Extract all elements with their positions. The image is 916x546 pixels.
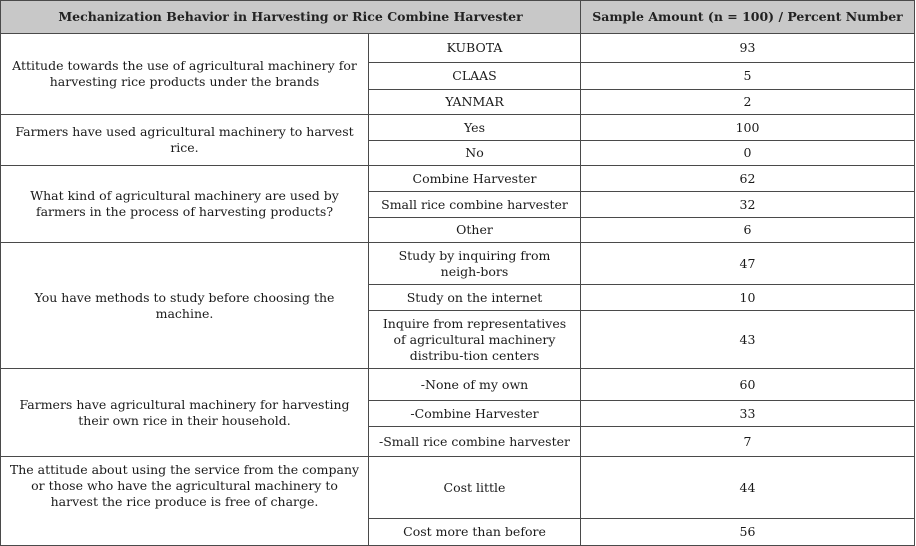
question-study-methods: You have methods to study before choosing the machine. bbox=[1, 243, 369, 369]
option-value: 33 bbox=[581, 401, 915, 427]
header-row bbox=[1, 1, 915, 34]
option-label: No bbox=[369, 141, 581, 166]
option-label: Combine Harvester bbox=[369, 166, 581, 192]
option-label: Small rice combine harvester bbox=[369, 192, 581, 218]
option-label: Cost little bbox=[369, 457, 581, 519]
option-value: 47 bbox=[581, 243, 915, 285]
option-value: 93 bbox=[581, 34, 915, 63]
option-label: -Combine Harvester bbox=[369, 401, 581, 427]
table-row bbox=[1, 369, 915, 401]
option-value: 7 bbox=[581, 427, 915, 457]
option-value: 6 bbox=[581, 218, 915, 243]
option-label: -Small rice combine harvester bbox=[369, 427, 581, 457]
option-label: CLAAS bbox=[369, 63, 581, 90]
option-value: 2 bbox=[581, 90, 915, 115]
option-value: 10 bbox=[581, 285, 915, 311]
question-own-machinery: Farmers have agricultural machinery for harvesting their own rice in their household. bbox=[1, 369, 369, 457]
table-row bbox=[1, 457, 915, 519]
option-label: Inquire from representatives of agricultural machinery distribu-tion centers bbox=[369, 311, 581, 369]
option-value: 44 bbox=[581, 457, 915, 519]
question-used-machinery: Farmers have used agricultural machinery to harvest rice. bbox=[1, 115, 369, 166]
table-row bbox=[1, 115, 915, 141]
option-value: 60 bbox=[581, 369, 915, 401]
option-value: 43 bbox=[581, 311, 915, 369]
option-label: Yes bbox=[369, 115, 581, 141]
option-label: KUBOTA bbox=[369, 34, 581, 63]
table-row bbox=[1, 166, 915, 192]
option-label: Other bbox=[369, 218, 581, 243]
question-machinery-kind: What kind of agricultural machinery are used by farmers in the process of harvesting products? bbox=[1, 166, 369, 243]
table-row bbox=[1, 34, 915, 63]
option-label: -None of my own bbox=[369, 369, 581, 401]
header-behavior: Mechanization Behavior in Harvesting or Rice Combine Harvester bbox=[1, 1, 581, 34]
option-label: Study by inquiring from neigh-bors bbox=[369, 243, 581, 285]
option-label: YANMAR bbox=[369, 90, 581, 115]
option-value: 62 bbox=[581, 166, 915, 192]
option-value: 100 bbox=[581, 115, 915, 141]
option-label: Cost more than before bbox=[369, 519, 581, 546]
question-service-cost: The attitude about using the service from the company or those who have the agricultural machinery to harvest the rice produce is free of charge. bbox=[1, 457, 369, 546]
header-sample-amount: Sample Amount (n = 100) / Percent Number bbox=[581, 1, 915, 34]
question-brand-attitude: Attitude towards the use of agricultural machinery for harvesting rice products under the brands bbox=[1, 34, 369, 115]
table-header bbox=[1, 1, 915, 34]
option-value: 5 bbox=[581, 63, 915, 90]
option-value: 32 bbox=[581, 192, 915, 218]
option-label: Study on the internet bbox=[369, 285, 581, 311]
table-body bbox=[1, 34, 915, 546]
option-value: 56 bbox=[581, 519, 915, 546]
table-row bbox=[1, 243, 915, 285]
option-value: 0 bbox=[581, 141, 915, 166]
